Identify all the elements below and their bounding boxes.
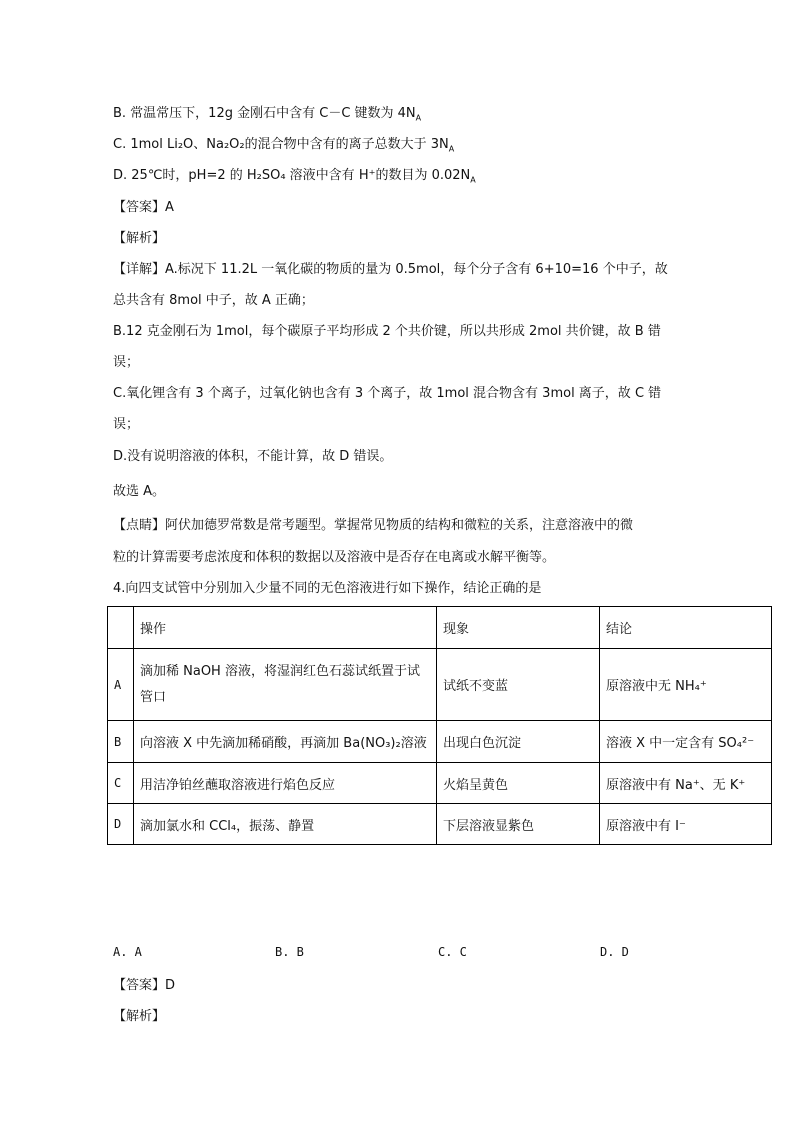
row-conclusion: 原溶液中有 Na⁺、无 K⁺ — [600, 763, 772, 804]
row-observation: 出现白色沉淀 — [437, 721, 600, 763]
row-operation: 滴加稀 NaOH 溶液，将湿润红色石蕊试纸置于试管口 — [134, 649, 437, 721]
detail-line: C.氧化锂含有 3 个离子，过氧化钠也含有 3 个离子，故 1mol 混合物含有 3mol 离子，故 C 错 — [113, 386, 662, 401]
answer-prev: 【答案】A — [113, 200, 174, 215]
row-operation: 滴加氯水和 CCl₄，振荡、静置 — [134, 804, 437, 845]
experiment-table — [107, 606, 772, 845]
analysis-4: 【解析】 — [113, 1009, 166, 1024]
table-row — [108, 721, 772, 763]
analysis-heading: 【解析】 — [113, 231, 166, 246]
choice-a: A. A — [113, 945, 142, 959]
detail-line: 【详解】A.标况下 11.2L 一氧化碳的物质的量为 0.5mol，每个分子含有 6+10=16 个中子，故 — [113, 262, 668, 277]
detail-line: 总共含有 8mol 中子，故 A 正确； — [113, 293, 314, 308]
detail-line: D.没有说明溶液的体积，不能计算，故 D 错误。 — [113, 449, 393, 464]
row-operation: 向溶液 X 中先滴加稀硝酸，再滴加 Ba(NO₃)₂溶液 — [134, 721, 437, 763]
row-label: D — [108, 804, 134, 845]
row-conclusion: 原溶液中无 NH₄⁺ — [600, 649, 772, 721]
detail-line: 误； — [113, 355, 140, 370]
row-operation: 用洁净铂丝蘸取溶液进行焰色反应 — [134, 763, 437, 804]
tip-line: 【点睛】阿伏加德罗常数是常考题型。掌握常见物质的结构和微粒的关系，注意溶液中的微 — [113, 518, 634, 533]
option-b-prev: B. 常温常压下，12g 金刚石中含有 C－C 键数为 $4N_A$ — [113, 106, 422, 123]
table-header: 结论 — [600, 607, 772, 649]
table-header-row — [108, 607, 772, 649]
row-label: B — [108, 721, 134, 763]
choice-d: D. D — [600, 945, 629, 959]
table-row — [108, 763, 772, 804]
row-label: C — [108, 763, 134, 804]
question-4: 4.向四支试管中分别加入少量不同的无色溶液进行如下操作，结论正确的是 — [113, 581, 542, 596]
row-conclusion: 原溶液中有 I⁻ — [600, 804, 772, 845]
row-label: A — [108, 649, 134, 721]
row-conclusion: 溶液 X 中一定含有 SO₄²⁻ — [600, 721, 772, 763]
choice-c: C. C — [438, 945, 467, 959]
row-observation: 火焰呈黄色 — [437, 763, 600, 804]
table-row — [108, 649, 772, 721]
tip-line: 粒的计算需要考虑浓度和体积的数据以及溶液中是否存在电离或水解平衡等。 — [113, 550, 556, 565]
answer-4: 【答案】D — [113, 978, 176, 993]
table-header: 现象 — [437, 607, 600, 649]
choice-b: B. B — [275, 945, 304, 959]
row-observation: 下层溶液显紫色 — [437, 804, 600, 845]
detail-line: B.12 克金刚石为 1mol，每个碳原子平均形成 2 个共价键，所以共形成 2mol 共价键，故 B 错 — [113, 324, 661, 339]
table-header — [108, 607, 134, 649]
detail-line: 误； — [113, 417, 140, 432]
table-row — [108, 804, 772, 845]
table-header: 操作 — [134, 607, 437, 649]
row-observation: 试纸不变蓝 — [437, 649, 600, 721]
detail-line: 故选 A。 — [113, 484, 166, 499]
option-c-prev: C. 1mol Li₂O、Na₂O₂的混合物中含有的离子总数大于 $3N_A$ — [113, 137, 455, 154]
option-d-prev: D. 25℃时，pH=2 的 H₂SO₄ 溶液中含有 H⁺的数目为 $0.02N_A$ — [113, 168, 476, 185]
